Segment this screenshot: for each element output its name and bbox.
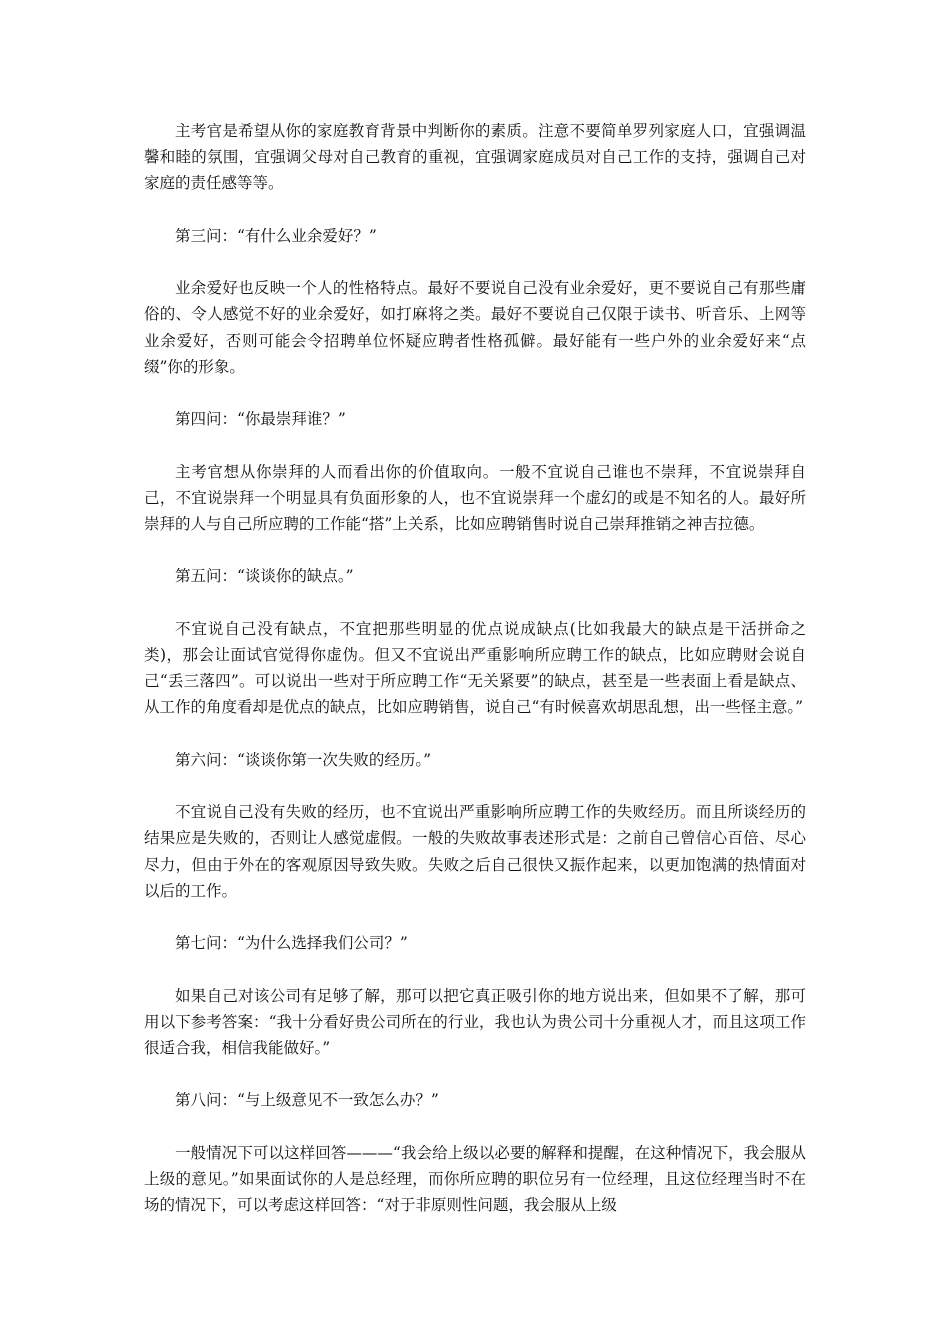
document-page [144, 118, 806, 1245]
paragraph-weaknesses: 不宜说自己没有缺点，不宜把那些明显的优点说成缺点(比如我最大的缺点是干活拼命之类)，那会让面试官觉得你虚伪。但又不宜说出严重影响所应聘工作的缺点，比如应聘财会说自己“丢三落四”。可以说出一些对于所应聘工作“无关紧要”的缺点，甚至是一些表面上看是缺点、从工作的角度看却是优点的缺点，比如应聘销售，说自己“有时候喜欢胡思乱想，出一些怪主意。” [144, 619, 806, 717]
paragraph-admired-person: 主考官想从你崇拜的人而看出你的价值取向。一般不宜说自己谁也不崇拜，不宜说崇拜自己，不宜说崇拜一个明显具有负面形象的人，也不宜说崇拜一个虚幻的或是不知名的人。最好所崇拜的人与自己所应聘的工作能“搭”上关系，比如应聘销售时说自己崇拜推销之神吉拉德。 [144, 462, 806, 533]
question-4-heading: 第四问：“你最崇拜谁？” [175, 410, 346, 429]
question-5-heading: 第五问：“谈谈你的缺点。” [175, 567, 354, 586]
paragraph-why-company: 如果自己对该公司有足够了解，那可以把它真正吸引你的地方说出来，但如果不了解，那可用以下参考答案：“我十分看好贵公司所在的行业，我也认为贵公司十分重视人才，而且这项工作很适合我，相信我能做好。” [144, 986, 806, 1057]
question-7-heading: 第七问：“为什么选择我们公司？” [175, 934, 408, 953]
question-3-heading: 第三问：“有什么业余爱好？” [175, 226, 377, 245]
paragraph-disagree-with-superior: 一般情况下可以这样回答———“我会给上级以必要的解释和提醒，在这种情况下，我会服从上级的意见。”如果面试你的人是总经理，而你所应聘的职位另有一位经理，且这位经理当时不在场的情况下，可以考虑这样回答：“对于非原则性问题，我会服从上级 [144, 1143, 806, 1215]
paragraph-first-failure: 不宜说自己没有失败的经历，也不宜说出严重影响所应聘工作的失败经历。而且所谈经历的结果应是失败的，否则让人感觉虚假。一般的失败故事表述形式是：之前自己曾信心百倍、尽心尽力，但由于外在的客观原因导致失败。失败之后自己很快又振作起来，以更加饱满的热情面对以后的工作。 [144, 803, 806, 900]
paragraph-family-background: 主考官是希望从你的家庭教育背景中判断你的素质。注意不要简单罗列家庭人口，宜强调温馨和睦的氛围，宜强调父母对自己教育的重视，宜强调家庭成员对自己工作的支持，强调自己对家庭的责任感等等。 [144, 122, 806, 193]
paragraph-hobbies: 业余爱好也反映一个人的性格特点。最好不要说自己没有业余爱好，更不要说自己有那些庸俗的、令人感觉不好的业余爱好，如打麻将之类。最好不要说自己仅限于读书、听音乐、上网等业余爱好，否则可能会令招聘单位怀疑应聘者性格孤僻。最好能有一些户外的业余爱好来“点缀”你的形象。 [144, 279, 806, 376]
question-6-heading: 第六问：“谈谈你第一次失败的经历。” [175, 750, 432, 769]
question-8-heading: 第八问：“与上级意见不一致怎么办？” [175, 1091, 439, 1110]
